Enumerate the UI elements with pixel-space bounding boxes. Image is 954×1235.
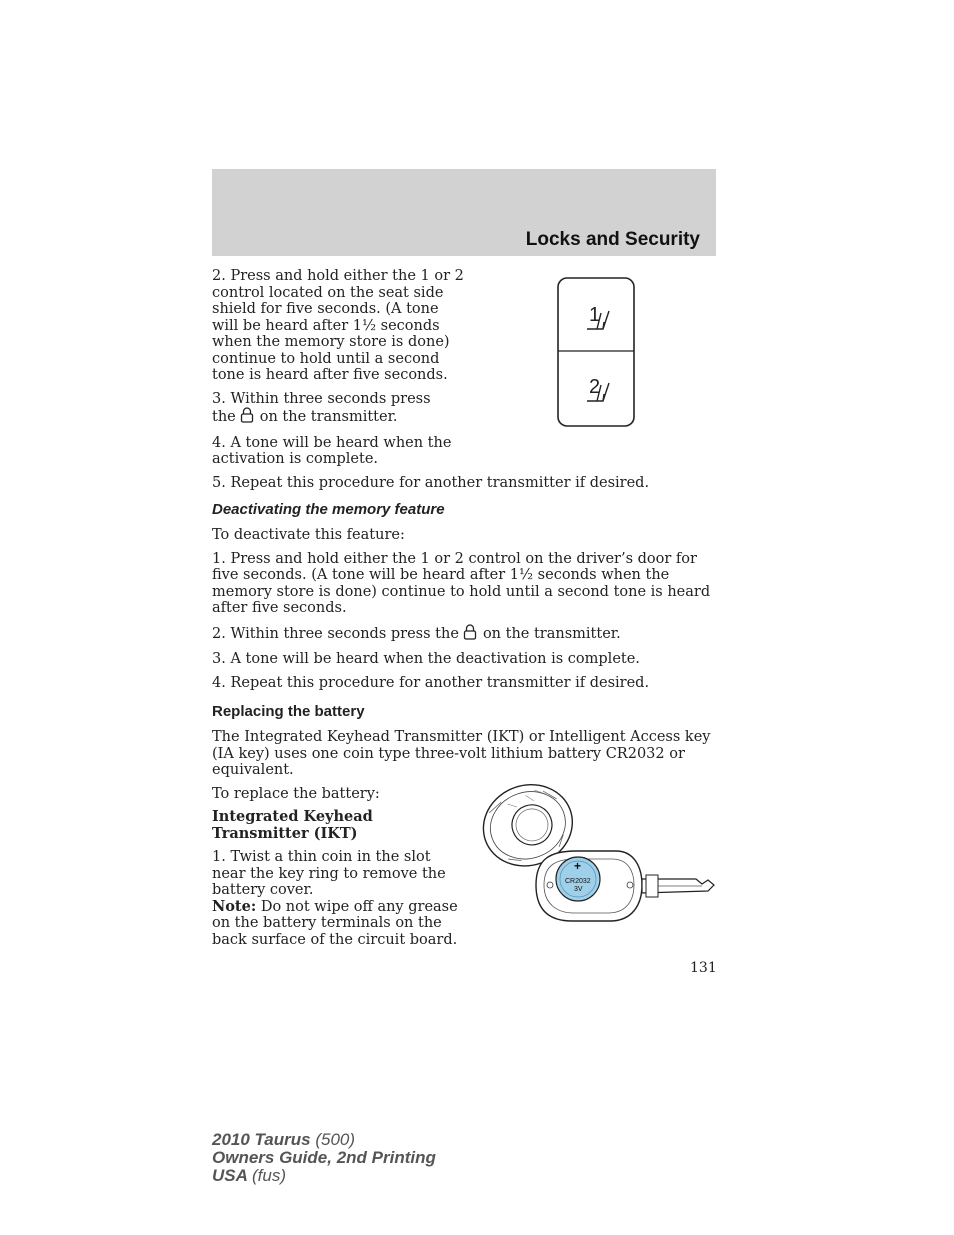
- deactivating-intro: To deactivate this feature:: [212, 527, 405, 543]
- deactivating-step-4: 4. Repeat this procedure for another transmitter if desired.: [212, 674, 650, 691]
- activation-step-2: 2. Press and hold either the 1 or 2 control located on the seat side shield for five seconds. (A tone will be heard after 1½ seconds when the memory store is done) continue to hold until a second tone is heard after five seconds.: [212, 268, 464, 383]
- key-fob-illustration: [476, 781, 718, 931]
- activation-step-4: 4. A tone will be heard when the activation is complete.: [212, 434, 452, 467]
- replacing-battery-heading: Replacing the battery: [212, 703, 365, 720]
- deactivating-step-3: 3. A tone will be heard when the deactivation is complete.: [212, 651, 640, 667]
- ikt-note: [212, 899, 467, 949]
- footer-region: USA: [212, 1166, 248, 1185]
- activation-step-3-text-b: the: [212, 409, 236, 425]
- footer-region-code: (fus): [252, 1166, 286, 1185]
- deactivating-step-2-text-b: on the transmitter.: [482, 625, 621, 642]
- padlock-icon: [240, 407, 254, 428]
- battery-intro: The Integrated Keyhead Transmitter (IKT) or Intelligent Access key (IA key) uses one coin type three-volt lithium battery CR2032 or equivalent.: [212, 729, 711, 778]
- footer-model-code: (500): [315, 1130, 356, 1149]
- footer-model: 2010 Taurus: [212, 1130, 311, 1149]
- section-title: Locks and Security: [525, 229, 700, 250]
- note-text: Do not wipe off any grease on the battery terminals on the back surface of the circuit board.: [212, 898, 458, 948]
- battery-to-replace: To replace the battery:: [212, 785, 380, 802]
- footer-imprint: [212, 1131, 436, 1185]
- deactivating-step-1: 1. Press and hold either the 1 or 2 control on the driver’s door for five seconds. (A tone will be heard after 1½ seconds when the memory store is done) continue to hold until a second tone is heard after five seconds.: [212, 550, 711, 616]
- footer-line-2: Owners Guide, 2nd Printing: [212, 1148, 436, 1167]
- footer-line-1: [212, 1131, 436, 1149]
- deactivating-step-2: [212, 624, 716, 645]
- battery-voltage-label: 3V: [574, 886, 583, 893]
- page-number: 131: [690, 960, 717, 976]
- activation-step-3: [212, 391, 467, 428]
- activation-step-5: 5. Repeat this procedure for another transmitter if desired.: [212, 474, 650, 491]
- deactivating-step-2-text-a: 2. Within three seconds press the: [212, 625, 459, 642]
- deactivating-heading: Deactivating the memory feature: [212, 501, 445, 518]
- key-fob-body: [536, 851, 642, 921]
- key-blade: [642, 875, 714, 897]
- footer-line-3: [212, 1167, 436, 1185]
- battery-plus-label: +: [574, 859, 582, 873]
- section-header-bar: [212, 169, 716, 256]
- ikt-step-1: 1. Twist a thin coin in the slot near the key ring to remove the battery cover.: [212, 849, 446, 898]
- button-1-label: 1: [589, 304, 601, 326]
- padlock-icon: [463, 624, 477, 645]
- activation-step-3-text-c: on the transmitter.: [259, 409, 398, 425]
- button-2-label: 2: [589, 376, 601, 398]
- ikt-heading: Integrated Keyhead Transmitter (IKT): [212, 808, 373, 842]
- note-label: Note:: [212, 897, 257, 915]
- battery-model-label: CR2032: [565, 878, 591, 885]
- activation-step-3-text-a: 3. Within three seconds press: [212, 390, 431, 407]
